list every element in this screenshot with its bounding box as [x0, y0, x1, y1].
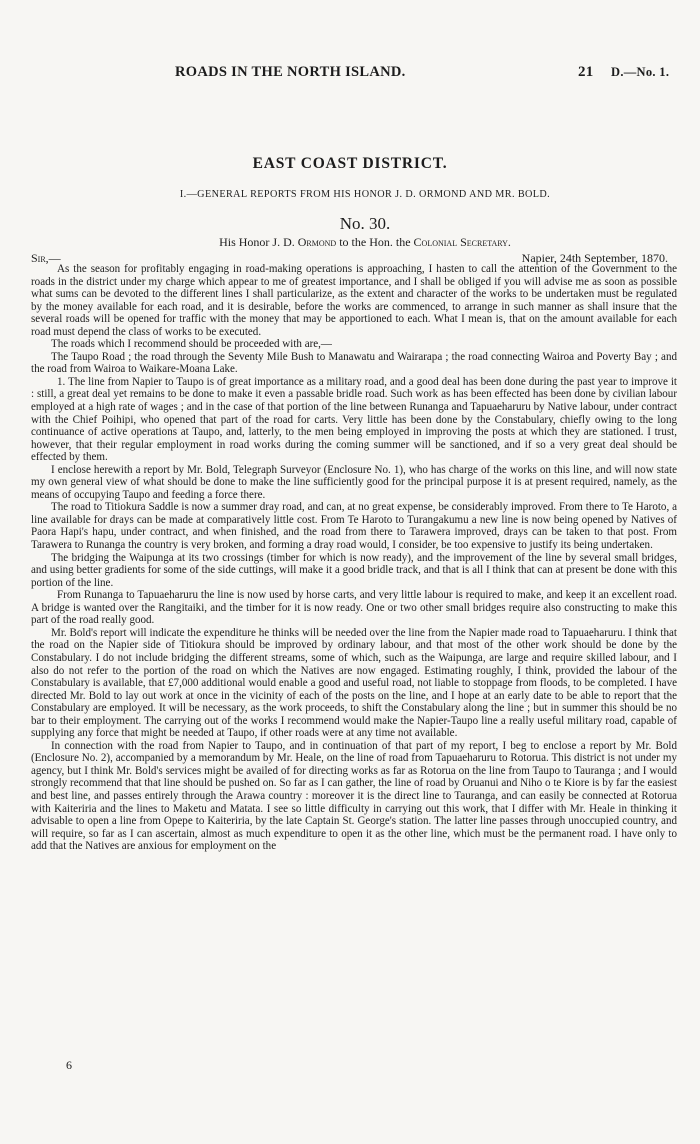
district-title: EAST COAST DISTRICT. — [252, 155, 448, 172]
paragraph: From Runanga to Tapuaeharuru the line is now used by horse carts, and very little labour is required to make, and keep it an excellent road. A bridge is wanted over the Rangitaiki, and the timber for it is now ready. One or two other small bridges require also constructing to make this part of the road really good. — [31, 589, 677, 627]
running-title: ROADS IN THE NORTH ISLAND. — [175, 64, 406, 80]
paragraph: In connection with the road from Napier to Taupo, and in continuation of that part of my report, I beg to enclose a report by Mr. Bold (Enclosure No. 2), accompanied by a memorandum by Mr. Heale, on the line of road from Tapuaeharuru to Rotorua. This district is not under my agency, but I think Mr. Bold's services might be availed of for directing works as far as Rotorua on the line from Taupo to Tauranga ; and I would strongly recommend that that line should be pushed on. So far as I can gather, the line of road by Oruanui and Niho o te Kiore is by far the easiest and best line, and passes entirely through the Arawa country : moreover it is the direct line to Tauranga, and can easily be connected at Rotorua with Kaiteriria and the lines to Maketu and Matata. I see so little difficulty in carrying out this work, that I differ with Mr. Heale in thinking it advisable to open a line from Opepe to Kaiteriria, by the late Captain St. George's station. The latter line passes through unoccupied country, and will require, so far as I can ascertain, almost as much expenditure to open it as the other line, which must be the permanent road. I have only to add that the Natives are anxious for employment on the — [31, 739, 677, 853]
document-number: D.—No. 1. — [611, 65, 670, 79]
paragraph: The roads which I recommend should be proceeded with are,— — [51, 338, 332, 351]
addressee-name: Ormond — [297, 235, 337, 249]
letter-addressee — [0, 235, 700, 250]
salutation: Sir,— — [31, 251, 61, 265]
place-date: Napier, 24th September, 1870. — [521, 251, 668, 265]
paragraph: The road to Titiokura Saddle is now a summer dray road, and can, at no great expense, be considerably improved. From there to Te Haroto, a line available for drays can be made at comparatively little cost. From Te Haroto to Turangakumu a new line is now being opened by Natives of Paora Hapi's hapu, under contract, and when finished, and the road from there to Tarawera improved, drays can be taken to that post. From Tarawera to Runanga the country is very broken, and forming a dray road would, I consider, be too expensive to justify its being undertaken. — [31, 501, 677, 552]
running-header — [0, 64, 700, 86]
addressee-middle: to the Hon. the — [339, 235, 411, 249]
section-heading: I.—GENERAL REPORTS FROM HIS HONOR J. D. ORMOND AND MR. BOLD. — [179, 189, 551, 200]
paragraph: I enclose herewith a report by Mr. Bold, Telegraph Surveyor (Enclosure No. 1), who has charge of the works on this line, and will now state my own general view of what should be done to make the line sufficiently good for the principal purpose it is at present required, namely, as the means of occupying Taupo and feeding a force there. — [31, 463, 677, 501]
folio-number: 6 — [66, 1058, 72, 1072]
paragraph: As the season for profitably engaging in road-making operations is approaching, I hasten to call the attention of the Government to the roads in the district under my charge which appear to me of greatest importance, and I shall be obliged if you will advise me as soon as possible what sums can be devoted to the different lines I shall particularize, as the extent and character of the works to be undertaken must be regulated by the money available for each road, and it is desirable, before the works are commenced, to arrange in such manner as shall insure that the several roads will be opened for traffic with the money that may be apportioned to each. What I mean is, that on the amount available for each road must depend the class of works to be executed. — [31, 263, 677, 338]
paragraph: The bridging the Waipunga at its two crossings (timber for which is now ready), and the improvement of the line by several small bridges, and using better gradients for some of the side cuttings, will make it a good bridle track, and that is all I think that can at present be done with this portion of the line. — [31, 551, 677, 589]
page-number: 21 — [578, 64, 594, 80]
addressee-office: Colonial Secretary. — [413, 235, 511, 249]
letter-number: No. 30. — [339, 214, 391, 233]
paragraph: Mr. Bold's report will indicate the expenditure he thinks will be needed over the line from the Napier made road to Tapuaeharuru. I think that the road on the Napier side of Titiokura should be improved by ordinary labour, and that most of the other work should be done by the Constabulary. I do not include bridging the different streams, some of which, such as the Waipunga, are large and require skilled labour, and I also do not refer to the portion of the road on which the Natives are now engaged. Estimating roughly, I think, provided the labour of the Constabulary is available, that £7,000 additional would enable a good and useful road, not liable to stoppage from floods, to be completed. I have directed Mr. Bold to lay out work at once in the vicinity of each of the posts on the line, and I hope at an early date to be able to report that the Constabulary are employed. It will be necessary, as the work proceeds, to shift the Constabulary along the line ; but in summer this should be no bar to their employment. The carrying out of the works I recommend would make the Napier-Taupo line a really useful military road, capable of supplying any force that might be needed at Taupo, if other roads were at any time not available. — [31, 626, 677, 740]
addressee-prefix: His Honor J. D. — [219, 235, 295, 249]
letter-body — [31, 263, 677, 853]
paragraph: 1. The line from Napier to Taupo is of great importance as a military road, and a good deal has been done during the past year to improve it : still, a great deal yet remains to be done to make it even a passable bridle road. Such work as has been effected has been done by civilian labour employed at a high rate of wages ; and in the case of that portion of the line between Runanga and Tapuaeharuru by Native labour, under contract with the Chief Poihipi, who opened that part of the road for carts. Very little has been done by the Constabulary, chiefly owing to the long continuance of active operations at Taupo, and, latterly, to the men being employed in improving the posts at which they are stationed. I trust, however, that their regular employment in road works during the coming summer will be sanctioned, and if so a very great deal should be effected by them. — [31, 375, 677, 464]
paragraph: The Taupo Road ; the road through the Seventy Mile Bush to Manawatu and Wairarapa ; the road connecting Wairoa and Poverty Bay ; and the road from Wairoa to Waikare-Moana Lake. — [31, 350, 677, 376]
